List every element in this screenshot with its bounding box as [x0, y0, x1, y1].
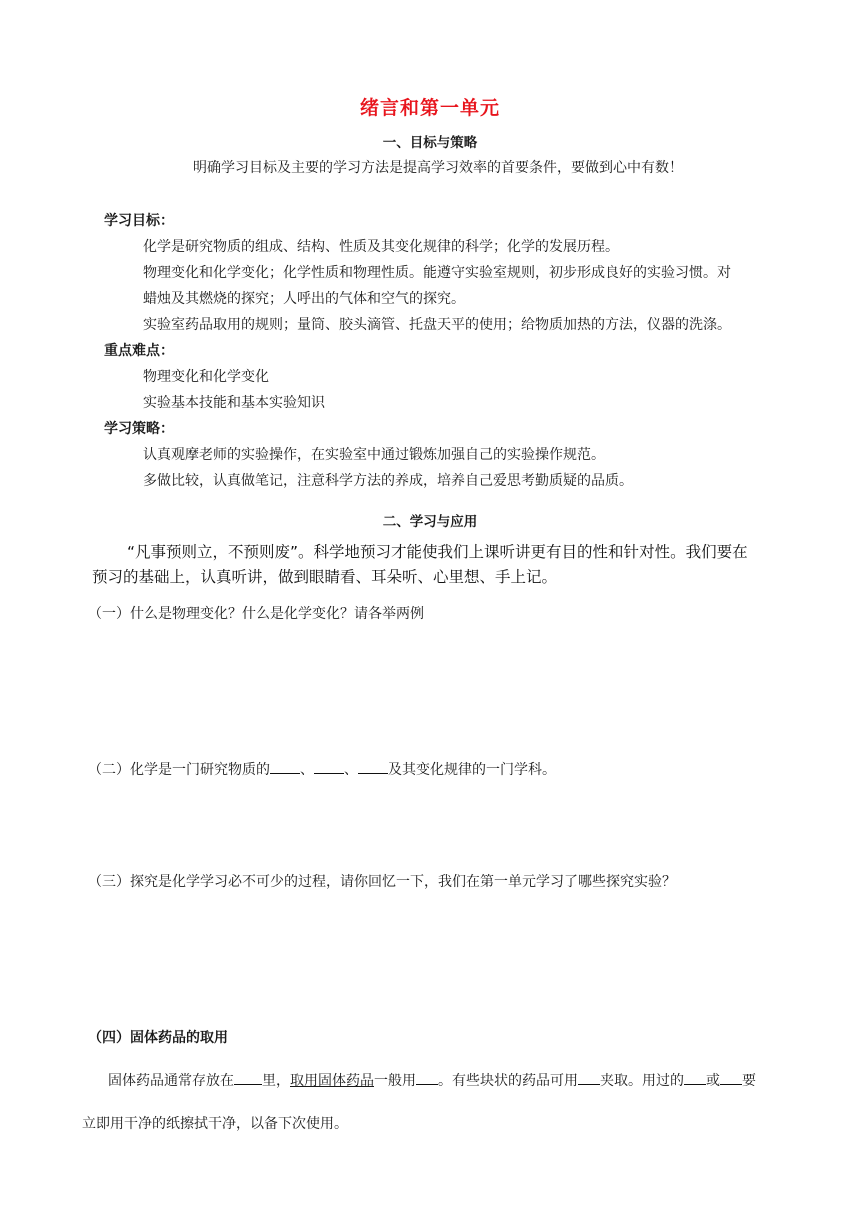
- key-point-item: 实验基本技能和基本实验知识: [143, 395, 325, 411]
- underlined-text: 取用固体药品: [290, 1073, 374, 1089]
- fill-blank[interactable]: [416, 1070, 438, 1085]
- question-4-text: 要: [742, 1073, 756, 1089]
- question-4-text: 。有些块状的药品可用: [438, 1073, 578, 1089]
- question-4-text: 一般用: [374, 1073, 416, 1089]
- question-4-text: 固体药品通常存放在: [108, 1073, 234, 1089]
- question-2: [88, 759, 556, 779]
- fill-blank[interactable]: [234, 1070, 262, 1085]
- quote-line: 预习的基础上，认真听讲，做到眼睛看、耳朵听、心里想、手上记。: [92, 568, 558, 586]
- fill-blank[interactable]: [314, 759, 344, 774]
- key-point-item: 物理变化和化学变化: [143, 369, 269, 385]
- question-4-text: 夹取。用过的: [600, 1073, 684, 1089]
- question-4-text: 里，: [262, 1073, 290, 1089]
- question-2-text: 及其变化规律的一门学科。: [388, 762, 556, 778]
- goal-item: 化学是研究物质的组成、结构、性质及其变化规律的科学；化学的发展历程。: [143, 239, 619, 255]
- question-2-text: （二）化学是一门研究物质的: [88, 762, 270, 778]
- question-4-line1: [108, 1070, 756, 1090]
- section1-heading: 一、目标与策略: [382, 135, 478, 151]
- goal-item: 蜡烛及其燃烧的探究；人呼出的气体和空气的探究。: [143, 291, 465, 307]
- strategy-label: 学习策略：: [104, 421, 174, 437]
- section2-heading: 二、学习与应用: [382, 514, 478, 530]
- fill-blank[interactable]: [578, 1070, 600, 1085]
- question-4-line2: 立即用干净的纸擦拭干净，以备下次使用。: [82, 1116, 348, 1132]
- goal-item: 实验室药品取用的规则；量筒、胶头滴管、托盘天平的使用；给物质加热的方法，仪器的洗涤。: [143, 317, 731, 333]
- fill-blank[interactable]: [358, 759, 388, 774]
- key-points-label: 重点难点：: [104, 343, 174, 359]
- section1-intro: 明确学习目标及主要的学习方法是提高学习效率的首要条件，要做到心中有数！: [193, 160, 683, 176]
- strategy-item: 认真观摩老师的实验操作，在实验室中通过锻炼加强自己的实验操作规范。: [143, 447, 605, 463]
- fill-blank[interactable]: [720, 1070, 742, 1085]
- goals-label: 学习目标：: [104, 213, 174, 229]
- fill-blank[interactable]: [684, 1070, 706, 1085]
- question-3: （三）探究是化学学习必不可少的过程，请你回忆一下，我们在第一单元学习了哪些探究实验？: [88, 874, 676, 890]
- question-1: （一）什么是物理变化？什么是化学变化？请各举两例: [88, 606, 424, 622]
- question-4-heading: （四）固体药品的取用: [88, 1030, 228, 1046]
- strategy-item: 多做比较，认真做笔记，注意科学方法的养成，培养自己爱思考勤质疑的品质。: [143, 473, 633, 489]
- quote-line: “凡事预则立，不预则废”。科学地预习才能使我们上课听讲更有目的性和针对性。我们要在: [127, 543, 748, 561]
- document-title: 绪言和第一单元: [359, 97, 500, 119]
- goal-item: 物理变化和化学变化；化学性质和物理性质。能遵守实验室规则，初步形成良好的实验习惯。对: [143, 265, 731, 281]
- question-4-text: 或: [706, 1073, 720, 1089]
- fill-blank[interactable]: [270, 759, 300, 774]
- separator: 、: [344, 762, 358, 778]
- separator: 、: [300, 762, 314, 778]
